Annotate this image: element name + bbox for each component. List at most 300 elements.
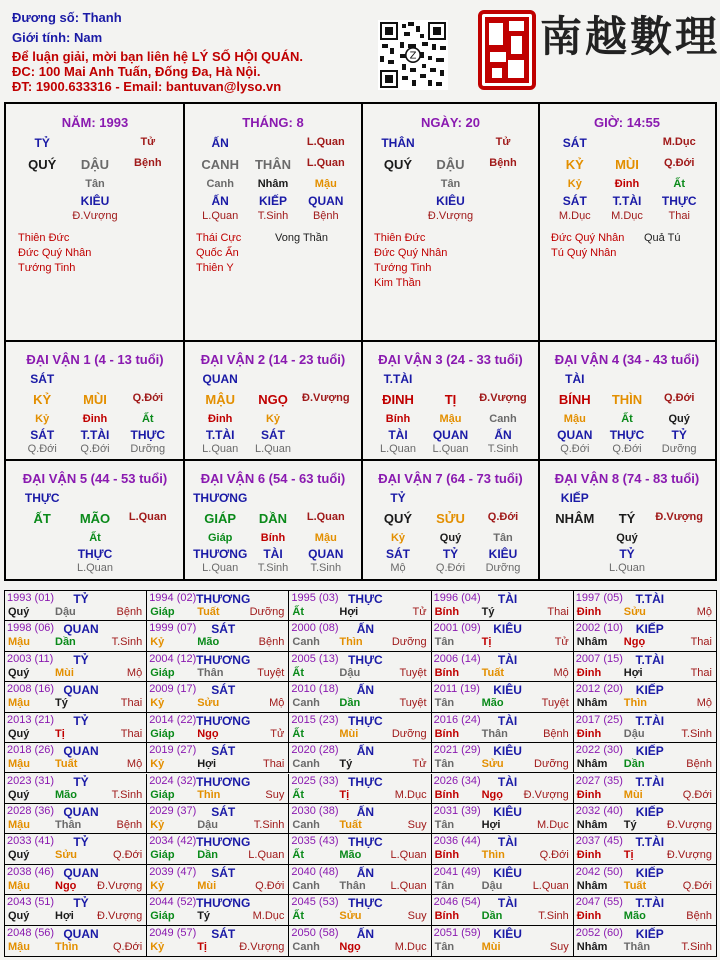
year-phase: T.Sinh [681, 940, 712, 953]
year-star-text: ẤN [356, 744, 375, 759]
chart-cell-text: BÍNH [558, 392, 591, 407]
year-label: 2046 (54) [433, 896, 481, 909]
dai-van-cell[interactable] [540, 461, 714, 578]
year-label: 2039 (47) [149, 865, 197, 878]
year-can: Ất [292, 788, 304, 801]
year-can: Canh [292, 879, 320, 892]
dai-van-title: ĐẠI VẬN 1 (4 - 13 tuổi) [26, 352, 164, 367]
year-cell[interactable] [289, 682, 431, 712]
year-label: 2013 (21) [7, 713, 55, 726]
year-can: Kỷ [150, 879, 165, 892]
year-phase: Suy [549, 940, 569, 953]
year-cell[interactable] [147, 865, 289, 895]
year-label: 2043 (51) [7, 896, 55, 909]
chart-cell-text: Ất [141, 413, 154, 425]
year-label: 2006 (14) [433, 652, 481, 665]
year-cell[interactable] [574, 652, 716, 682]
year-chi: Dần [339, 697, 361, 710]
year-cell[interactable] [289, 713, 431, 743]
year-phase: M.Dục [252, 910, 285, 923]
pillar-cell[interactable] [363, 105, 538, 340]
chart-cell-text: Canh [206, 178, 234, 190]
year-phase: T.Sinh [253, 818, 285, 831]
year-label: 1997 (05) [575, 592, 623, 604]
year-label: 2050 (58) [291, 926, 339, 939]
year-phase: Tuyệt [399, 666, 427, 679]
year-cell[interactable] [574, 774, 716, 804]
year-label: 1994 (02) [149, 592, 197, 604]
yearly-grid [4, 590, 717, 957]
chart-cell-text: L.Quan [432, 443, 469, 455]
year-cell[interactable] [147, 834, 289, 864]
header [0, 0, 720, 100]
year-phase: Đ.Vượng [523, 788, 569, 801]
star-name: Tú Quý Nhân [551, 247, 617, 259]
star-name: Đức Quý Nhân [18, 247, 92, 259]
year-cell[interactable] [147, 682, 289, 712]
year-cell[interactable] [432, 895, 574, 925]
year-chi: Tị [55, 727, 65, 740]
chart-cell-text: Q.Đới [132, 392, 164, 404]
chart-grid [4, 102, 717, 581]
year-can: Kỷ [150, 940, 165, 953]
year-can: Quý [8, 666, 30, 679]
year-chi: Dậu [481, 879, 503, 892]
year-star-text: THỰC [348, 713, 383, 728]
year-can: Giáp [150, 666, 175, 679]
chart-cell-text: THÌN [611, 392, 643, 407]
pillar-cell[interactable] [540, 105, 714, 340]
chart-cell-text: KỶ [565, 157, 584, 172]
chart-cell-text: T.Sinh [257, 210, 289, 222]
pillar-cell[interactable] [185, 105, 361, 340]
year-chi: Thìn [55, 940, 79, 953]
year-chi: Mùi [481, 940, 501, 953]
year-cell[interactable] [432, 774, 574, 804]
year-label: 2015 (23) [291, 713, 339, 726]
year-chi: Mão [55, 788, 77, 801]
chart-cell-text: T.TÀI [383, 372, 413, 386]
year-cell[interactable] [432, 865, 574, 895]
year-phase: Bệnh [116, 606, 143, 618]
year-chi: Thân [197, 666, 224, 679]
chart-cell-text: QUÝ [383, 511, 413, 526]
dai-van-cell[interactable] [363, 461, 538, 578]
year-star-text: THỰC [348, 774, 383, 789]
chart-cell-text: CANH [201, 157, 239, 172]
year-chi: Hợi [197, 758, 217, 771]
year-cell[interactable] [289, 652, 431, 682]
year-cell[interactable] [5, 895, 147, 925]
year-cell[interactable] [289, 591, 431, 621]
year-star-text: ẤN [356, 926, 375, 941]
year-phase: Thai [262, 758, 285, 771]
chart-cell-text: QUAN [202, 372, 238, 386]
year-cell[interactable] [432, 682, 574, 712]
year-can: Canh [292, 940, 320, 953]
year-star-text: THƯƠNG [196, 652, 251, 667]
year-label: 2016 (24) [433, 713, 481, 726]
year-label: 2047 (55) [575, 896, 623, 909]
chart-cell-text: Mậu [439, 413, 462, 425]
year-cell[interactable] [5, 804, 147, 834]
year-can: Mậu [8, 697, 30, 710]
phone-email: ĐT: 1900.633316 - Email: bantuvan@lyso.vn [12, 79, 282, 94]
year-star-text: QUAN [63, 622, 99, 637]
year-chi: Thân [55, 818, 82, 831]
year-can: Quý [8, 788, 30, 801]
year-cell[interactable] [574, 713, 716, 743]
year-cell[interactable] [5, 591, 147, 621]
chart-cell-text: Mậu [563, 413, 586, 425]
year-cell[interactable] [289, 865, 431, 895]
chart-cell-text: Tân [85, 178, 105, 190]
year-star-text: TÀI [497, 774, 518, 789]
year-cell[interactable] [5, 774, 147, 804]
year-can: Kỷ [150, 758, 165, 771]
year-cell[interactable] [574, 865, 716, 895]
year-chi: Tuất [623, 879, 647, 892]
year-can: Tân [434, 818, 455, 831]
chart-cell-text: Kỷ [265, 413, 281, 425]
year-can: Bính [434, 666, 460, 679]
year-cell[interactable] [289, 743, 431, 773]
year-cell[interactable] [432, 743, 574, 773]
year-cell[interactable] [147, 591, 289, 621]
chart-cell-text: Quý [616, 532, 638, 544]
year-cell[interactable] [289, 895, 431, 925]
chart-cell-text: L.Quan [202, 210, 239, 222]
chart-cell-text: SÁT [386, 547, 410, 561]
chart-cell-text: L.Quan [306, 136, 345, 148]
chart-cell-text: Kỷ [35, 413, 50, 425]
chart-cell-text: Bệnh [312, 210, 339, 222]
year-cell[interactable] [5, 865, 147, 895]
year-phase: Suy [265, 788, 285, 801]
year-phase: Đ.Vượng [666, 849, 712, 862]
year-phase: Q.Đới [112, 849, 143, 862]
year-star-text: TỶ [73, 896, 89, 911]
year-cell[interactable] [289, 621, 431, 651]
year-phase: Q.Đới [682, 788, 712, 801]
pillar-title: GIỜ: 14:55 [593, 115, 660, 130]
chart-cell-text: ẤN [211, 136, 229, 150]
year-star-text: THỰC [348, 652, 383, 667]
chart-cell-text: ẤN [494, 428, 512, 442]
year-cell[interactable] [574, 743, 716, 773]
year-label: 2036 (44) [433, 835, 481, 848]
address: ĐC: 100 Mai Anh Tuấn, Đống Đa, Hà Nội. [12, 64, 261, 79]
year-can: Tân [434, 758, 455, 771]
year-phase: Thai [690, 666, 712, 679]
star-name: Quả Tú [644, 232, 681, 244]
year-chi: Thìn [481, 849, 505, 862]
chart-cell-text: TỶ [619, 547, 635, 561]
qr-code-icon[interactable] [378, 20, 448, 90]
chart-cell-text: TỶ [390, 491, 406, 505]
year-star-text: T.TÀI [635, 652, 665, 667]
year-phase: Q.Đới [112, 940, 143, 953]
star-name: Thái Cực [196, 232, 242, 244]
pillar-cell[interactable] [7, 105, 183, 340]
year-cell[interactable] [147, 926, 289, 956]
dai-van-cell[interactable] [185, 342, 361, 459]
year-star-text: TÀI [497, 592, 518, 606]
chart-cell-text: Đ.Vượng [479, 392, 527, 404]
year-phase: Mộ [269, 697, 285, 710]
chart-cell-text: QUAN [308, 194, 344, 208]
year-cell[interactable] [574, 804, 716, 834]
year-cell[interactable] [574, 682, 716, 712]
chart-cell-text: DẦN [258, 511, 288, 526]
year-phase: L.Quan [390, 879, 427, 892]
year-phase: Q.Đới [682, 879, 712, 892]
year-cell[interactable] [147, 621, 289, 651]
year-chi: Thìn [339, 636, 363, 649]
year-star-text: TỶ [73, 652, 89, 667]
year-chi: Tuất [481, 666, 504, 679]
year-can: Bính [434, 606, 460, 618]
dai-van-title: ĐẠI VẬN 8 (74 - 83 tuổi) [554, 471, 700, 486]
chart-cell-text: T.Sinh [310, 562, 342, 574]
year-label: 2023 (31) [7, 774, 55, 787]
dai-van-title: ĐẠI VẬN 4 (34 - 43 tuổi) [554, 352, 700, 367]
chart-cell-text: Đinh [207, 413, 233, 425]
chart-cell-text: THƯƠNG [193, 491, 248, 505]
year-star-text: KIẾP [635, 865, 664, 880]
year-cell[interactable] [147, 895, 289, 925]
chart-cell-text: T.Sinh [487, 443, 519, 455]
star-name: Thiên Đức [374, 232, 426, 244]
year-star-text: T.TÀI [635, 592, 665, 606]
chart-cell-text: Canh [489, 413, 517, 425]
year-chi: Ngọ [55, 879, 77, 892]
year-phase: L.Quan [390, 849, 427, 862]
year-phase: Q.Đới [255, 879, 285, 892]
year-phase: Đ.Vượng [239, 940, 285, 953]
year-label: 2034 (42) [149, 835, 197, 848]
year-label: 2029 (37) [149, 804, 197, 817]
dai-van-cell[interactable] [7, 461, 183, 578]
year-cell[interactable] [5, 652, 147, 682]
year-can: Canh [292, 636, 320, 649]
year-phase: Tuyệt [541, 697, 569, 710]
year-can: Tân [434, 879, 455, 892]
chart-cell-text: THÂN [381, 136, 415, 150]
year-cell[interactable] [289, 774, 431, 804]
year-chi: Dậu [339, 666, 361, 679]
year-can: Nhâm [576, 697, 608, 710]
year-phase: Dưỡng [391, 727, 427, 740]
year-label: 2002 (10) [575, 622, 623, 635]
year-cell[interactable] [147, 743, 289, 773]
chart-cell-text: L.Quan [202, 562, 239, 574]
chart-cell-text: THỰC [661, 194, 697, 208]
chart-cell-text: L.Quan [306, 157, 345, 169]
chart-cell-text: Ất [673, 178, 685, 190]
chart-cell-text: Dưỡng [661, 443, 697, 455]
year-can: Ất [292, 910, 304, 923]
year-label: 2044 (52) [149, 896, 197, 909]
pillar-title: THÁNG: 8 [242, 115, 304, 130]
year-cell[interactable] [574, 834, 716, 864]
star-name: Kim Thần [374, 277, 421, 289]
chart-cell-text: TỶ [671, 428, 687, 442]
year-label: 2005 (13) [291, 652, 339, 665]
year-chi: Dần [481, 910, 503, 923]
year-cell[interactable] [432, 834, 574, 864]
year-label: 2041 (49) [433, 865, 481, 878]
year-cell[interactable] [574, 895, 716, 925]
chart-cell-text: NGỌ [258, 392, 288, 407]
chart-cell-text: TỶ [34, 136, 50, 150]
year-star-text: KIẾP [635, 744, 664, 759]
year-can: Ất [292, 666, 304, 679]
chart-cell-text: Q.Đới [27, 443, 57, 455]
chart-cell-text: MÙI [615, 157, 639, 172]
year-star-text: QUAN [63, 744, 99, 759]
year-can: Giáp [150, 788, 175, 801]
contact-note: Để luận giải, mời bạn liên hệ LÝ SỐ HỘI QUÁN. [12, 49, 303, 64]
dai-van-cell[interactable] [363, 342, 538, 459]
svg-text:Z: Z [409, 50, 417, 62]
year-chi: Ngọ [197, 727, 219, 740]
chart-cell-text: MẬU [205, 392, 235, 407]
year-can: Mậu [8, 879, 30, 892]
dai-van-cell[interactable] [540, 342, 714, 459]
year-star-text: KIẾP [635, 804, 664, 819]
year-chi: Tuất [339, 818, 362, 831]
chart-cell-text: Q.Đới [435, 562, 466, 574]
year-chi: Mão [623, 910, 646, 923]
year-star-text: KIÊU [493, 744, 522, 759]
year-phase: Tử [412, 758, 427, 771]
year-can: Mậu [8, 818, 30, 831]
year-label: 2001 (09) [433, 622, 481, 635]
year-chi: Thìn [623, 697, 648, 710]
chart-cell-text: Thai [668, 210, 690, 222]
year-cell[interactable] [432, 926, 574, 956]
year-label: 2042 (50) [575, 865, 623, 878]
year-cell[interactable] [289, 834, 431, 864]
star-name: Vong Thần [275, 232, 329, 244]
year-cell[interactable] [147, 652, 289, 682]
year-cell[interactable] [432, 591, 574, 621]
year-chi: Sửu [197, 697, 220, 710]
year-cell[interactable] [5, 621, 147, 651]
year-can: Nhâm [576, 758, 608, 771]
chart-cell-text: Kỷ [567, 178, 582, 190]
year-can: Ất [292, 849, 304, 862]
year-chi: Thân [623, 940, 651, 953]
year-cell[interactable] [147, 713, 289, 743]
year-cell[interactable] [432, 652, 574, 682]
year-can: Mậu [8, 636, 30, 649]
chart-cell-text: Mậu [314, 532, 337, 544]
year-cell[interactable] [147, 774, 289, 804]
year-can: Nhâm [576, 818, 608, 831]
year-label: 2020 (28) [291, 744, 339, 757]
year-cell[interactable] [432, 621, 574, 651]
year-cell[interactable] [289, 804, 431, 834]
year-label: 1995 (03) [291, 592, 339, 604]
year-cell[interactable] [574, 926, 716, 956]
chart-cell-text: Dưỡng [485, 562, 521, 574]
year-phase: Thai [547, 606, 569, 618]
year-can: Giáp [150, 910, 175, 923]
dai-van-cell[interactable] [7, 342, 183, 459]
year-cell[interactable] [5, 682, 147, 712]
year-phase: M.Dục [394, 788, 427, 801]
year-phase: Đ.Vượng [97, 879, 143, 892]
chart-cell-text: Đ.Vượng [427, 210, 474, 222]
year-cell[interactable] [5, 834, 147, 864]
year-chi: Tý [481, 606, 495, 618]
year-star-text: ẤN [356, 865, 375, 880]
chart-cell-text: T.TÀI [612, 194, 642, 208]
year-chi: Dần [55, 636, 76, 649]
chart-cell-text: KIÊU [436, 194, 465, 208]
year-chi: Tị [481, 636, 492, 649]
year-chi: Tý [623, 818, 637, 831]
chart-cell-text: Quý [439, 532, 462, 544]
chart-cell-text: THỰC [77, 547, 113, 561]
dai-van-cell[interactable] [185, 461, 361, 578]
year-star-text: TÀI [497, 835, 518, 850]
year-cell[interactable] [147, 804, 289, 834]
year-label: 2045 (53) [291, 896, 339, 909]
year-cell[interactable] [289, 926, 431, 956]
year-chi: Mão [197, 636, 220, 649]
year-star-text: THƯƠNG [196, 896, 251, 911]
year-cell[interactable] [5, 926, 147, 956]
chart-cell-text: Q.Đới [663, 392, 695, 404]
year-chi: Tị [623, 849, 634, 862]
year-label: 2035 (43) [291, 835, 339, 848]
year-cell[interactable] [574, 621, 716, 651]
year-star-text: TỶ [73, 835, 89, 850]
year-can: Nhâm [576, 940, 608, 953]
year-star-text: THỰC [348, 592, 383, 606]
year-chi: Mùi [623, 788, 643, 801]
dai-van-title: ĐẠI VẬN 6 (54 - 63 tuổi) [200, 471, 346, 486]
chart-cell-text: Mậu [314, 178, 337, 190]
chart-cell-text: KIẾP [258, 194, 287, 208]
year-cell[interactable] [574, 591, 716, 621]
year-label: 2012 (20) [575, 683, 623, 696]
year-label: 2051 (59) [433, 926, 481, 939]
chart-cell-text: Bệnh [489, 157, 517, 169]
year-cell[interactable] [5, 743, 147, 773]
year-can: Giáp [150, 727, 175, 740]
year-chi: Dậu [55, 606, 76, 618]
chart-cell-text: ẤT [33, 511, 51, 526]
chart-cell-text: Nhâm [257, 178, 289, 190]
chart-cell-text: L.Quan [254, 443, 292, 455]
year-cell[interactable] [432, 804, 574, 834]
year-cell[interactable] [432, 713, 574, 743]
year-chi: Dậu [197, 818, 218, 831]
chart-cell-text: Ất [621, 413, 633, 425]
year-label: 2018 (26) [7, 744, 55, 757]
chart-cell-text: Bính [260, 532, 286, 544]
chart-cell-text: Đinh [82, 413, 108, 425]
year-cell[interactable] [5, 713, 147, 743]
year-phase: Mộ [553, 666, 569, 679]
year-phase: Dưỡng [391, 636, 427, 649]
year-can: Quý [8, 727, 30, 740]
year-label: 1999 (07) [149, 622, 197, 635]
